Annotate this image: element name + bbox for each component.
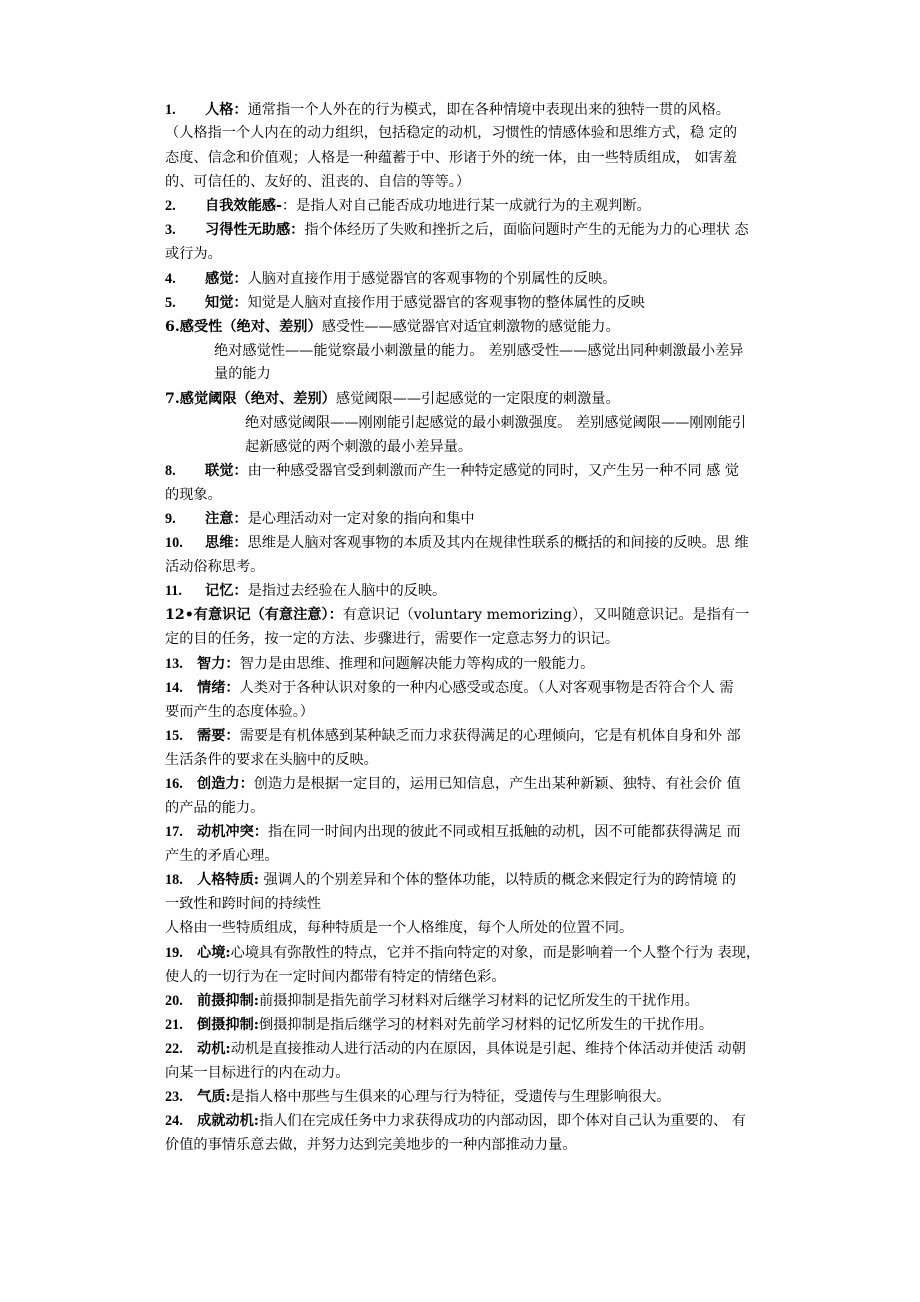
entry-term: 感觉 bbox=[205, 271, 234, 287]
text-line: 一致性和跨时间的持续性 bbox=[165, 896, 322, 912]
entry-separator: ： bbox=[233, 535, 248, 551]
entry-term: 心境 bbox=[197, 945, 226, 961]
entry-text: 是指过去经验在人脑中的反映。 bbox=[247, 583, 447, 599]
entry-24 bbox=[165, 1112, 746, 1130]
entry-number: 19. bbox=[165, 945, 183, 961]
entry-text: 智力是由思维、推理和问题解决能力等构成的一般能力。 bbox=[239, 656, 595, 672]
entry-term: 联觉 bbox=[205, 463, 234, 479]
entry-number: 22. bbox=[165, 1041, 183, 1057]
entry-text: 人类对于各种认识对象的一种内心感受或态度。（人对客观事物是否符合个人 需 bbox=[239, 680, 734, 696]
entry-separator: : bbox=[253, 993, 260, 1009]
entry-separator: ： bbox=[290, 222, 305, 238]
entry-term: 记忆 bbox=[205, 583, 234, 599]
entry-separator: ： bbox=[233, 271, 248, 287]
entry-11 bbox=[165, 582, 446, 600]
text-line: 活动俗称思考。 bbox=[165, 559, 265, 575]
entry-text: 是指人对自己能否成功地进行某一成就行为的主观判断。 bbox=[296, 198, 651, 214]
entry-number: 2. bbox=[165, 198, 176, 214]
entry-term: 智力 bbox=[197, 656, 226, 672]
entry-number: 3. bbox=[165, 222, 176, 238]
entry-separator: ： bbox=[233, 463, 248, 479]
entry-number: 17. bbox=[165, 824, 183, 840]
entry-text: 指在同一时间内出现的彼此不同或相互抵触的动机，因不可能都获得满足 而 bbox=[267, 824, 741, 840]
text-line: （人格指一个人内在的动力组织，包括稳定的动机，习惯性的情感体验和思维方式，稳 定的 bbox=[165, 125, 738, 141]
entry-22 bbox=[165, 1040, 746, 1058]
entry-number: 21. bbox=[165, 1017, 183, 1033]
entry-15 bbox=[165, 727, 741, 745]
entry-text: 知觉是人脑对直接作用于感觉器官的客观事物的整体属性的反映 bbox=[247, 295, 645, 311]
entry-text: 通常指一个人外在的行为模式，即在各种情境中表现出来的独特一贯的风格。 bbox=[247, 102, 730, 118]
entry-17 bbox=[165, 823, 741, 841]
entry-7 bbox=[165, 390, 620, 408]
entry-term: 12•有意识记（有意注意） bbox=[165, 607, 329, 623]
entry-12 bbox=[165, 606, 749, 624]
entry-18 bbox=[165, 871, 736, 889]
text-line: 的现象。 bbox=[165, 487, 222, 503]
entry-23 bbox=[165, 1088, 670, 1106]
entry-separator: ： bbox=[239, 776, 254, 792]
entry-term: 成就动机 bbox=[197, 1113, 254, 1129]
entry-19 bbox=[165, 944, 760, 962]
entry-text: 创造力是根据一定目的，运用已知信息，产生出某种新颖、独特、有社会价 值 bbox=[253, 776, 741, 792]
entry-text: 人脑对直接作用于感觉器官的客观事物的个别属性的反映。 bbox=[247, 271, 617, 287]
entry-text: 需要是有机体感到某种缺乏而力求获得满足的心理倾向，它是有机体自身和外 部 bbox=[239, 728, 741, 744]
text-line: 绝对感觉性——能觉察最小刺激量的能力。 差别感受性——感觉出同种刺激最小差异 bbox=[214, 343, 744, 359]
text-line: 起新感觉的两个刺激的最小差异量。 bbox=[245, 439, 473, 455]
entry-text: 是心理活动对一定对象的指向和集中 bbox=[247, 511, 475, 527]
entry-separator: : bbox=[253, 872, 260, 888]
entry-term: 动机 bbox=[197, 1041, 226, 1057]
entry-9 bbox=[165, 510, 475, 528]
text-line: 量的能力 bbox=[214, 366, 271, 382]
entry-16 bbox=[165, 775, 741, 793]
entry-separator: ： bbox=[233, 295, 248, 311]
entry-text: 动机是直接推动人进行活动的内在原因，具体说是引起、维持个体活动并使活 动朝 bbox=[230, 1041, 746, 1057]
entry-text: 倒摄抑制是指后继学习的材料对先前学习材料的记忆所发生的干扰作用。 bbox=[259, 1017, 714, 1033]
entry-separator: : bbox=[225, 1089, 231, 1105]
entry-number: 4. bbox=[165, 271, 176, 287]
entry-separator: ： bbox=[233, 511, 248, 527]
entry-separator: ： bbox=[281, 198, 297, 214]
text-line: 态度、信念和价值观；人格是一种蕴蓄于中、形诸于外的统一体，由一些特质组成， 如害羞 bbox=[165, 150, 738, 166]
entry-text: 思维是人脑对客观事物的本质及其内在规律性联系的概括的和间接的反映。思 维 bbox=[247, 535, 749, 551]
entry-number: 1. bbox=[165, 102, 176, 118]
entry-number: 20. bbox=[165, 993, 183, 1009]
entry-term: 知觉 bbox=[205, 295, 234, 311]
text-line: 的产品的能力。 bbox=[165, 800, 265, 816]
text-line: 向某一目标进行的内在动力。 bbox=[165, 1065, 350, 1081]
entry-term: 人格特质 bbox=[197, 872, 254, 888]
entry-text: 感觉阈限——引起感觉的一定限度的刺激量。 bbox=[335, 391, 620, 407]
entry-separator: ： bbox=[328, 607, 343, 623]
entry-separator: ： bbox=[225, 728, 240, 744]
entry-term: 前摄抑制 bbox=[197, 993, 254, 1009]
entry-6 bbox=[165, 318, 620, 336]
entry-separator: ： bbox=[225, 656, 240, 672]
entry-term: 需要 bbox=[197, 728, 226, 744]
entry-separator: ： bbox=[233, 583, 248, 599]
entry-text: 心境具有弥散性的特点，它并不指向特定的对象，而是影响着一个人整个行为 表现， bbox=[230, 945, 761, 961]
text-line: 要而产生的态度体验。） bbox=[165, 704, 314, 720]
entry-separator: : bbox=[225, 945, 231, 961]
entry-number: 24. bbox=[165, 1113, 183, 1129]
entry-term: 思维 bbox=[205, 535, 234, 551]
entry-10 bbox=[165, 534, 749, 552]
entry-term: 人格 bbox=[205, 102, 234, 118]
entry-separator: ： bbox=[233, 102, 248, 118]
text-line: 或行为。 bbox=[165, 246, 222, 262]
entry-term: 气质 bbox=[197, 1089, 226, 1105]
entry-separator: ： bbox=[225, 680, 240, 696]
entry-text: 有意识记（voluntary memorizing），又叫随意识记。是指有一 bbox=[342, 607, 750, 623]
entry-text: 由一种感受器官受到刺激而产生一种特定感觉的同时，又产生另一种不同 感 觉 bbox=[247, 463, 739, 479]
text-line: 产生的矛盾心理。 bbox=[165, 848, 279, 864]
entry-term: 注意 bbox=[205, 511, 234, 527]
text-line: 使人的一切行为在一定时间内都带有特定的情绪色彩。 bbox=[165, 969, 506, 985]
entry-text: 前摄抑制是指先前学习材料对后继学习材料的记忆所发生的干扰作用。 bbox=[259, 993, 699, 1009]
entry-term: 倒摄抑制 bbox=[197, 1017, 254, 1033]
entry-number: 9. bbox=[165, 511, 176, 527]
entry-term: 习得性无助感 bbox=[205, 222, 291, 238]
text-line: 价值的事情乐意去做，并努力达到完美地步的一种内部推动力量。 bbox=[165, 1137, 577, 1153]
entry-text: 强调人的个别差异和个体的整体功能，以特质的概念来假定行为的跨情境 的 bbox=[259, 872, 737, 888]
entry-separator: : bbox=[253, 1017, 260, 1033]
entry-number: 23. bbox=[165, 1089, 183, 1105]
entry-8 bbox=[165, 462, 739, 480]
entry-term: 7.感觉阈限（绝对、差别） bbox=[165, 391, 336, 407]
entry-text: 是指人格中那些与生俱来的心理与行为特征，受遗传与生理影响很大。 bbox=[230, 1089, 671, 1105]
entry-number: 18. bbox=[165, 872, 183, 888]
entry-separator: : bbox=[253, 1113, 260, 1129]
text-line: 生活条件的要求在头脑中的反映。 bbox=[165, 752, 378, 768]
entry-number: 15. bbox=[165, 728, 183, 744]
entry-5 bbox=[165, 294, 645, 312]
entry-13 bbox=[165, 655, 594, 673]
entry-number: 13. bbox=[165, 656, 183, 672]
entry-separator: ： bbox=[253, 824, 268, 840]
entry-20 bbox=[165, 992, 699, 1010]
entry-number: 14. bbox=[165, 680, 183, 696]
entry-text: 感受性——感觉器官对适宜刺激物的感觉能力。 bbox=[321, 319, 620, 335]
entry-4 bbox=[165, 270, 616, 288]
entry-21 bbox=[165, 1016, 713, 1034]
entry-1 bbox=[165, 101, 730, 119]
entry-text: 指个体经历了失败和挫折之后，面临问题时产生的无能为力的心理状 态 bbox=[304, 222, 749, 238]
entry-term: 动机冲突 bbox=[197, 824, 254, 840]
entry-number: 10. bbox=[165, 535, 183, 551]
entry-number: 11. bbox=[165, 583, 182, 599]
entry-number: 8. bbox=[165, 463, 176, 479]
entry-term: 自我效能感- bbox=[205, 198, 282, 214]
entry-term: 情绪 bbox=[197, 680, 226, 696]
entry-term: 6.感受性（绝对、差别） bbox=[165, 319, 322, 335]
text-line: 定的目的任务，按一定的方法、步骤进行，需要作一定意志努力的识记。 bbox=[165, 631, 620, 647]
entry-3 bbox=[165, 221, 749, 239]
entry-14 bbox=[165, 679, 734, 697]
entry-number: 16. bbox=[165, 776, 183, 792]
text-line: 的、可信任的、友好的、沮丧的、自信的等等。） bbox=[165, 174, 471, 190]
entry-separator: : bbox=[225, 1041, 231, 1057]
entry-number: 5. bbox=[165, 295, 176, 311]
entry-2 bbox=[165, 197, 651, 215]
text-line: 人格由一些特质组成，每种特质是一个人格维度，每个人所处的位置不同。 bbox=[165, 920, 634, 936]
entry-term: 创造力 bbox=[197, 776, 240, 792]
entry-text: 指人们在完成任务中力求获得成功的内部动因，即个体对自己认为重要的、 有 bbox=[259, 1113, 746, 1129]
text-line: 绝对感觉阈限——刚刚能引起感觉的最小刺激强度。 差别感觉阈限——刚刚能引 bbox=[245, 415, 747, 431]
